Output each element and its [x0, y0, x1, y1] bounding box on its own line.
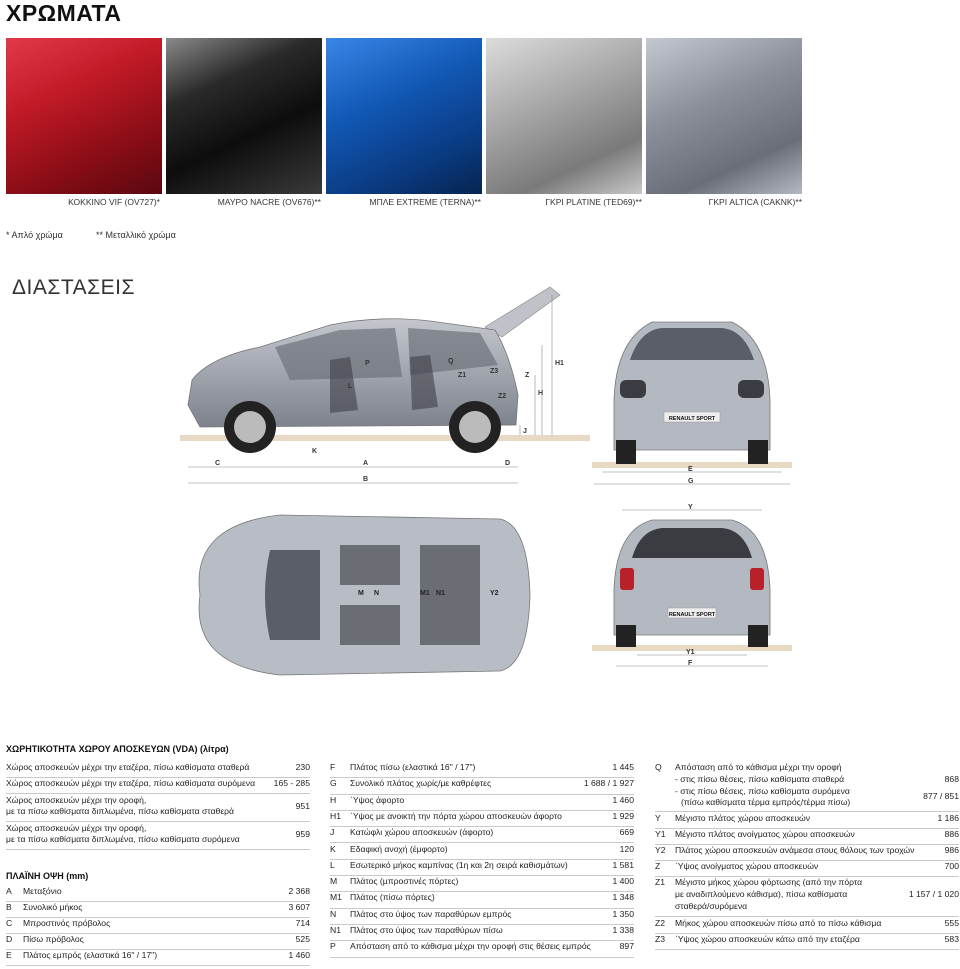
dimensions-title: ΔΙΑΣΤΑΣΕΙΣ — [12, 276, 135, 299]
dimension-label: Συνολικό πλάτος χωρίς/με καθρέφτες — [350, 778, 492, 789]
dim-label-z2: Z2 — [498, 393, 507, 400]
dimension-value: 1 581 — [612, 859, 634, 870]
dim-label-l: L — [348, 383, 353, 390]
dimension-key: M1 — [330, 892, 342, 903]
legend-metallic: ** Μεταλλικό χρώμα — [96, 230, 176, 240]
dimension-key: P — [330, 941, 336, 952]
swatch-red — [6, 38, 162, 194]
dimension-row — [330, 876, 634, 892]
colors-title: ΧΡΩΜΑΤΑ — [6, 0, 122, 26]
dimension-label: Πλάτος (πίσω πόρτες) — [350, 892, 435, 903]
dim-label-y: Y — [688, 504, 693, 511]
dimension-key: Z2 — [655, 918, 666, 928]
dimension-key: M — [330, 876, 338, 887]
dimension-row — [330, 795, 634, 811]
dimension-row-z1: Z1 Μέγιστο μήκος χώρου φόρτωσης (από την πόρτα με αναδιπλούμενο κάθισμα), πίσω καθίσματα σταθερά/συρόμενα 1 157 / 1 020 — [655, 877, 959, 917]
dimension-row — [330, 892, 634, 908]
dim-label-n1: N1 — [436, 590, 445, 597]
dimension-key: H1 — [330, 810, 341, 821]
dimension-label: Πλάτος στο ύψος των παραθύρων εμπρός — [350, 908, 512, 919]
dimension-value: 986 — [944, 845, 959, 855]
dim-label-z: Z — [525, 372, 530, 379]
dimension-key: L — [330, 859, 335, 870]
dim-label-m1: M1 — [420, 590, 430, 597]
dim-label-k: K — [312, 448, 318, 455]
capacity-row: Χώρος αποσκευών μέχρι την οροφή, με τα πίσω καθίσματα διπλωμένα, πίσω καθίσματα συρόμενα 959 — [6, 823, 310, 850]
side-view-title: ΠΛΑΪΝΗ ΟΨΗ (mm) — [6, 871, 89, 881]
dim-label-n: N — [374, 590, 380, 597]
swatch-grey-platine — [486, 38, 642, 194]
dimension-value: 669 — [619, 827, 634, 838]
dim-label-g: G — [688, 478, 694, 485]
dimension-row: E Πλάτος εμπρός (ελαστικά 16" / 17") 1 460 — [6, 950, 310, 966]
dimension-key: H — [330, 794, 337, 805]
capacity-row: Χώρος αποσκευών μέχρι την εταζέρα, πίσω καθίσματα σταθερά 230 — [6, 762, 310, 778]
dimension-value: 120 — [619, 843, 634, 854]
dimension-value: 897 — [619, 941, 634, 952]
dimension-label: Πλάτος (μπροστινές πόρτες) — [350, 876, 459, 887]
dim-label-z3: Z3 — [490, 368, 499, 375]
dimension-label: Μήκος χώρου αποσκευών πίσω από το πίσω κάθισμα — [675, 918, 882, 928]
swatch-label-grey-platine: ΓΚΡΙ PLATINE (TED69)** — [545, 197, 642, 207]
dimension-label: ΄Υψος με ανοικτή την πόρτα χώρου αποσκευών άφορτο — [350, 810, 562, 821]
rear-badge: RENAULT SPORT — [668, 612, 716, 618]
dimension-label: Πλάτος χώρου αποσκευών ανάμεσα στους θόλους των τροχών — [675, 845, 915, 855]
dimension-label: Κατώφλι χώρου αποσκευών (άφορτο) — [350, 827, 494, 838]
dim-label-a: A — [363, 460, 369, 467]
dimension-key: K — [330, 843, 336, 854]
dimension-row — [330, 941, 634, 957]
dimension-row: B Συνολικό μήκος 3 607 — [6, 902, 310, 918]
dim-label-f: F — [688, 660, 693, 667]
dimension-key: Y — [655, 813, 661, 823]
dimension-value: 1 688 / 1 927 — [583, 778, 634, 789]
swatch-blue — [326, 38, 482, 194]
dim-label-q: Q — [448, 358, 454, 365]
dimension-label: Εσωτερικό μήκος καμπίνας (1η και 2η σειρά καθισμάτων) — [350, 859, 568, 870]
capacity-row: Χώρος αποσκευών μέχρι την εταζέρα, πίσω καθίσματα συρόμενα 165 - 285 — [6, 778, 310, 794]
dimension-row — [330, 925, 634, 941]
dimension-label: Μέγιστο πλάτος ανοίγματος χώρου αποσκευών — [675, 829, 855, 839]
dim-label-m: M — [358, 590, 364, 597]
dimension-key: G — [330, 778, 337, 789]
dim-label-c: C — [215, 460, 221, 467]
dimension-row — [330, 844, 634, 860]
dimension-value: 1 350 — [612, 908, 634, 919]
dim-label-z1: Z1 — [458, 372, 467, 379]
dimension-value: 700 — [944, 861, 959, 871]
dimension-key: F — [330, 762, 336, 772]
front-view-diagram — [592, 300, 792, 490]
swatch-label-red: ΚΟΚΚΙΝΟ VIF (OV727)* — [68, 197, 160, 207]
top-view-diagram — [180, 505, 540, 685]
dimension-key: N1 — [330, 925, 341, 935]
dimension-label: Εδαφική ανοχή (έμφορτο) — [350, 843, 448, 854]
dimension-row-q: Q Απόσταση από το κάθισμα μέχρι την οροφή - στις πίσω θέσεις, πίσω καθίσματα σταθερά 868 - στις πίσω θέσεις, πίσω καθίσματα συρόμενα (πίσω καθίσματα τέρμα εμπρός/τέρμα πίσω) 877 / 851 — [655, 762, 959, 812]
dimension-row: C Μπροστινός πρόβολος 714 — [6, 918, 310, 934]
swatch-label-blue: ΜΠΛΕ EXTREME (TERNA)** — [369, 197, 481, 207]
dimension-label: ΄Υψος χώρου αποσκευών κάτω από την εταζέρα — [675, 934, 860, 944]
capacity-row: Χώρος αποσκευών μέχρι την οροφή, με τα πίσω καθίσματα διπλωμένα, πίσω καθίσματα σταθερά 951 — [6, 795, 310, 822]
dimension-row — [330, 811, 634, 827]
swatch-label-black: ΜΑΥΡΟ NACRE (OV676)** — [217, 197, 321, 207]
dim-label-e: E — [688, 466, 693, 473]
dimension-row — [330, 778, 634, 794]
dimension-label: Απόσταση από το κάθισμα μέχρι την οροφή στις θέσεις εμπρός — [350, 941, 591, 952]
dimension-value: 583 — [944, 934, 959, 944]
dim-label-y1: Y1 — [686, 649, 695, 656]
dimension-row: A Μεταξόνιο 2 368 — [6, 886, 310, 902]
dimension-value: 1 186 — [937, 813, 959, 823]
dim-label-y2: Y2 — [490, 590, 499, 597]
dimension-value: 555 — [944, 918, 959, 928]
dimension-label: Πλάτος στο ύψος των παραθύρων πίσω — [350, 925, 503, 935]
dimension-row — [655, 813, 959, 829]
dimension-value: 1 460 — [612, 794, 634, 805]
dimension-label: ΄Υψος ανοίγματος χώρου αποσκευών — [675, 861, 819, 871]
dim-label-j: J — [523, 428, 527, 435]
dimension-row — [655, 829, 959, 845]
swatch-grey-altica — [646, 38, 802, 194]
dimension-row — [655, 918, 959, 934]
dimension-key: Z3 — [655, 934, 666, 944]
dimension-row — [330, 827, 634, 843]
dim-label-h1: H1 — [555, 360, 564, 367]
dimension-key: J — [330, 827, 335, 838]
dim-label-p: P — [365, 360, 370, 367]
dimension-key: N — [330, 908, 337, 919]
swatch-black — [166, 38, 322, 194]
dim-label-b: B — [363, 476, 369, 483]
side-view-diagram — [180, 285, 590, 490]
dimension-row — [655, 845, 959, 861]
rear-view-diagram — [592, 500, 792, 670]
dim-label-h: H — [538, 390, 544, 397]
dimension-row — [655, 861, 959, 877]
swatch-label-grey-altica: ΓΚΡΙ ALTICA (CAKNK)** — [708, 197, 802, 207]
dimension-row — [330, 762, 634, 778]
dim-label-d: D — [505, 460, 511, 467]
dimension-key: Z — [655, 861, 661, 871]
capacity-title: ΧΩΡΗΤΙΚΟΤΗΤΑ ΧΩΡΟΥ ΑΠΟΣΚΕΥΩΝ (VDA) (λίτρα) — [6, 744, 229, 754]
dimension-value: 1 929 — [612, 810, 634, 821]
front-badge: RENAULT SPORT — [668, 416, 716, 422]
dimension-value: 886 — [944, 829, 959, 839]
dimension-value: 1 338 — [612, 925, 634, 935]
dimension-value: 1 445 — [612, 762, 634, 772]
dimension-value: 1 400 — [612, 876, 634, 887]
legend-plain: * Απλό χρώμα — [6, 230, 63, 240]
dimension-value: 1 348 — [612, 892, 634, 903]
dimension-key: Y2 — [655, 845, 666, 855]
dimension-row — [330, 909, 634, 925]
dimension-label: Μέγιστο πλάτος χώρου αποσκευών — [675, 813, 811, 823]
dimension-key: Y1 — [655, 829, 666, 839]
dimension-row — [655, 934, 959, 950]
dimension-label: ΄Υψος άφορτο — [350, 794, 405, 805]
dimension-label: Πλάτος πίσω (ελαστικά 16" / 17") — [350, 762, 476, 772]
dimension-row: D Πίσω πρόβολος 525 — [6, 934, 310, 950]
dimension-row — [330, 860, 634, 876]
